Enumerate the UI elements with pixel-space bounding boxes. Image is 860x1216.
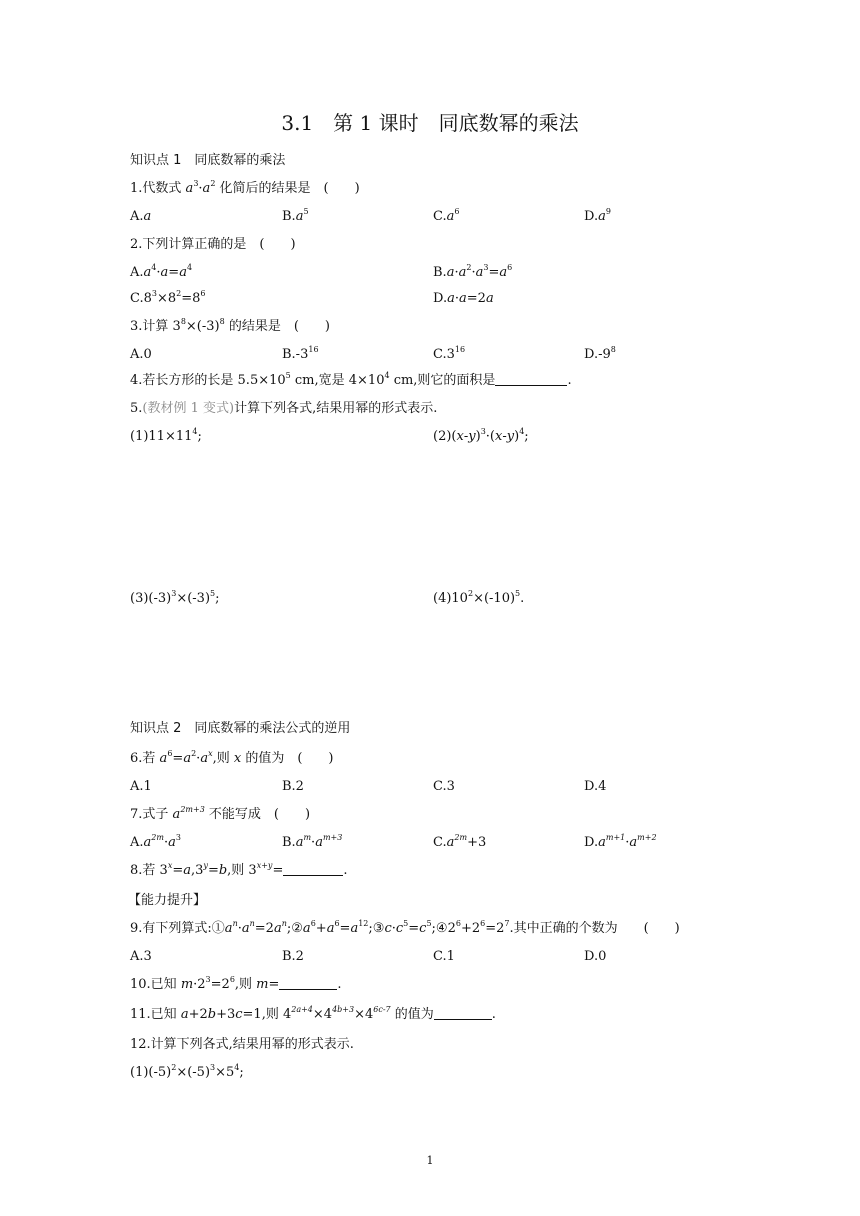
question-9: 9.有下列算式$:①a^n\cdot a^n=2a^n;②a^6+a^6=a^{12};③c\cdot c^5=c^5;④2^6+2^6=2^7$.其中正确的个数为 ( ) xyxy=(130,919,680,936)
option-3c: $C.3^{16}$ xyxy=(433,345,466,362)
option-6d: D.4 xyxy=(584,779,607,794)
option-9d: D.0 xyxy=(584,949,607,964)
section-heading-k2: 知识点 2 同底数幂的乘法公式的逆用 xyxy=(130,721,351,736)
question-1: 1.代数式 $a^3\cdot a^2$ 化简后的结果是 ( ) xyxy=(130,179,360,196)
option-9a: A.3 xyxy=(130,949,152,964)
option-6a: A.1 xyxy=(130,779,152,794)
option-2b: $B.a\cdot a^2\cdot a^3=a^6$ xyxy=(433,263,513,280)
option-1d: $D.a^9$ xyxy=(584,207,611,224)
option-6b: B.2 xyxy=(282,779,304,794)
question-12-part-1: $(1)(-5)^2\times(-5)^3\times 5^4$; xyxy=(130,1063,244,1080)
option-3d: $D.-9^8$ xyxy=(584,345,616,362)
question-4: 4.若长方形的长是 $5.5\times 10^5$ cm,宽是 $4\times 10^4$ cm,则它的面积是 . xyxy=(130,371,572,388)
question-3: 3.计算 $3^8\times(-3)^8$ 的结果是 ( ) xyxy=(130,317,330,334)
question-5-part-4: $(4)10^2\times(-10)^5$. xyxy=(433,589,525,606)
section-heading-k1: 知识点 1 同底数幂的乘法 xyxy=(130,153,286,168)
answer-blank-4[interactable] xyxy=(495,373,567,386)
page-title: 3.1 第 1 课时 同底数幂的乘法 xyxy=(281,111,579,135)
option-7a: $A.a^{2m}\cdot a^3$ xyxy=(130,833,181,850)
option-6c: C.3 xyxy=(433,779,455,794)
textbook-note: (教材例 1 变式) xyxy=(142,401,235,416)
option-3b: $B.-3^{16}$ xyxy=(282,345,319,362)
question-12: 12.计算下列各式,结果用幂的形式表示. xyxy=(130,1037,354,1052)
page-number: 1 xyxy=(426,1154,434,1167)
question-5-part-1: $(1)11\times 11^4$; xyxy=(130,427,202,444)
option-1c: $C.a^6$ xyxy=(433,207,460,224)
option-1b: $B.a^5$ xyxy=(282,207,309,224)
question-7: 7.式子 $a^{2m+3}$ 不能写成 ( ) xyxy=(130,805,311,822)
question-5-part-2: $(2)(x-y)^3\cdot(x-y)^4$; xyxy=(433,427,529,444)
question-8: 8.若 $3^x=a,3^y=b$,则 $3^{x+y}=$ . xyxy=(130,861,348,878)
question-6: 6.若 $a^6=a^2\cdot a^x$,则 x 的值为 ( ) xyxy=(130,749,334,766)
option-3a: A.0 xyxy=(130,347,152,362)
question-10: 10.已知 $m\cdot 2^3=2^6$,则 m= . xyxy=(130,975,342,992)
option-1a: A.a xyxy=(130,209,152,224)
option-9c: C.1 xyxy=(433,949,455,964)
option-9b: B.2 xyxy=(282,949,304,964)
answer-blank-11[interactable] xyxy=(434,1007,492,1020)
section-heading-ability: 【能力提升】 xyxy=(128,893,207,908)
answer-blank-10[interactable] xyxy=(279,977,337,990)
question-11: 11.已知 a+2b+3c=1,则 $4^{2a+4}\times 4^{4b+3}\times 4^{6c-7}$ 的值为 . xyxy=(130,1005,496,1022)
option-2c: $C.8^3\times 8^2=8^6$ xyxy=(130,289,206,306)
option-2d: D.a·a=2a xyxy=(433,291,494,306)
question-5: 5.(教材例 1 变式)计算下列各式,结果用幂的形式表示. xyxy=(130,401,438,416)
option-7d: $D.a^{m+1}\cdot a^{m+2}$ xyxy=(584,833,657,850)
option-7b: $B.a^m\cdot a^{m+3}$ xyxy=(282,833,343,850)
question-5-part-3: $(3)(-3)^3\times(-3)^5$; xyxy=(130,589,220,606)
answer-blank-8[interactable] xyxy=(283,863,343,876)
question-2: 2.下列计算正确的是 ( ) xyxy=(130,237,296,252)
option-7c: $C.a^{2m}+3$ xyxy=(433,833,487,850)
option-2a: $A.a^4\cdot a=a^4$ xyxy=(130,263,193,280)
